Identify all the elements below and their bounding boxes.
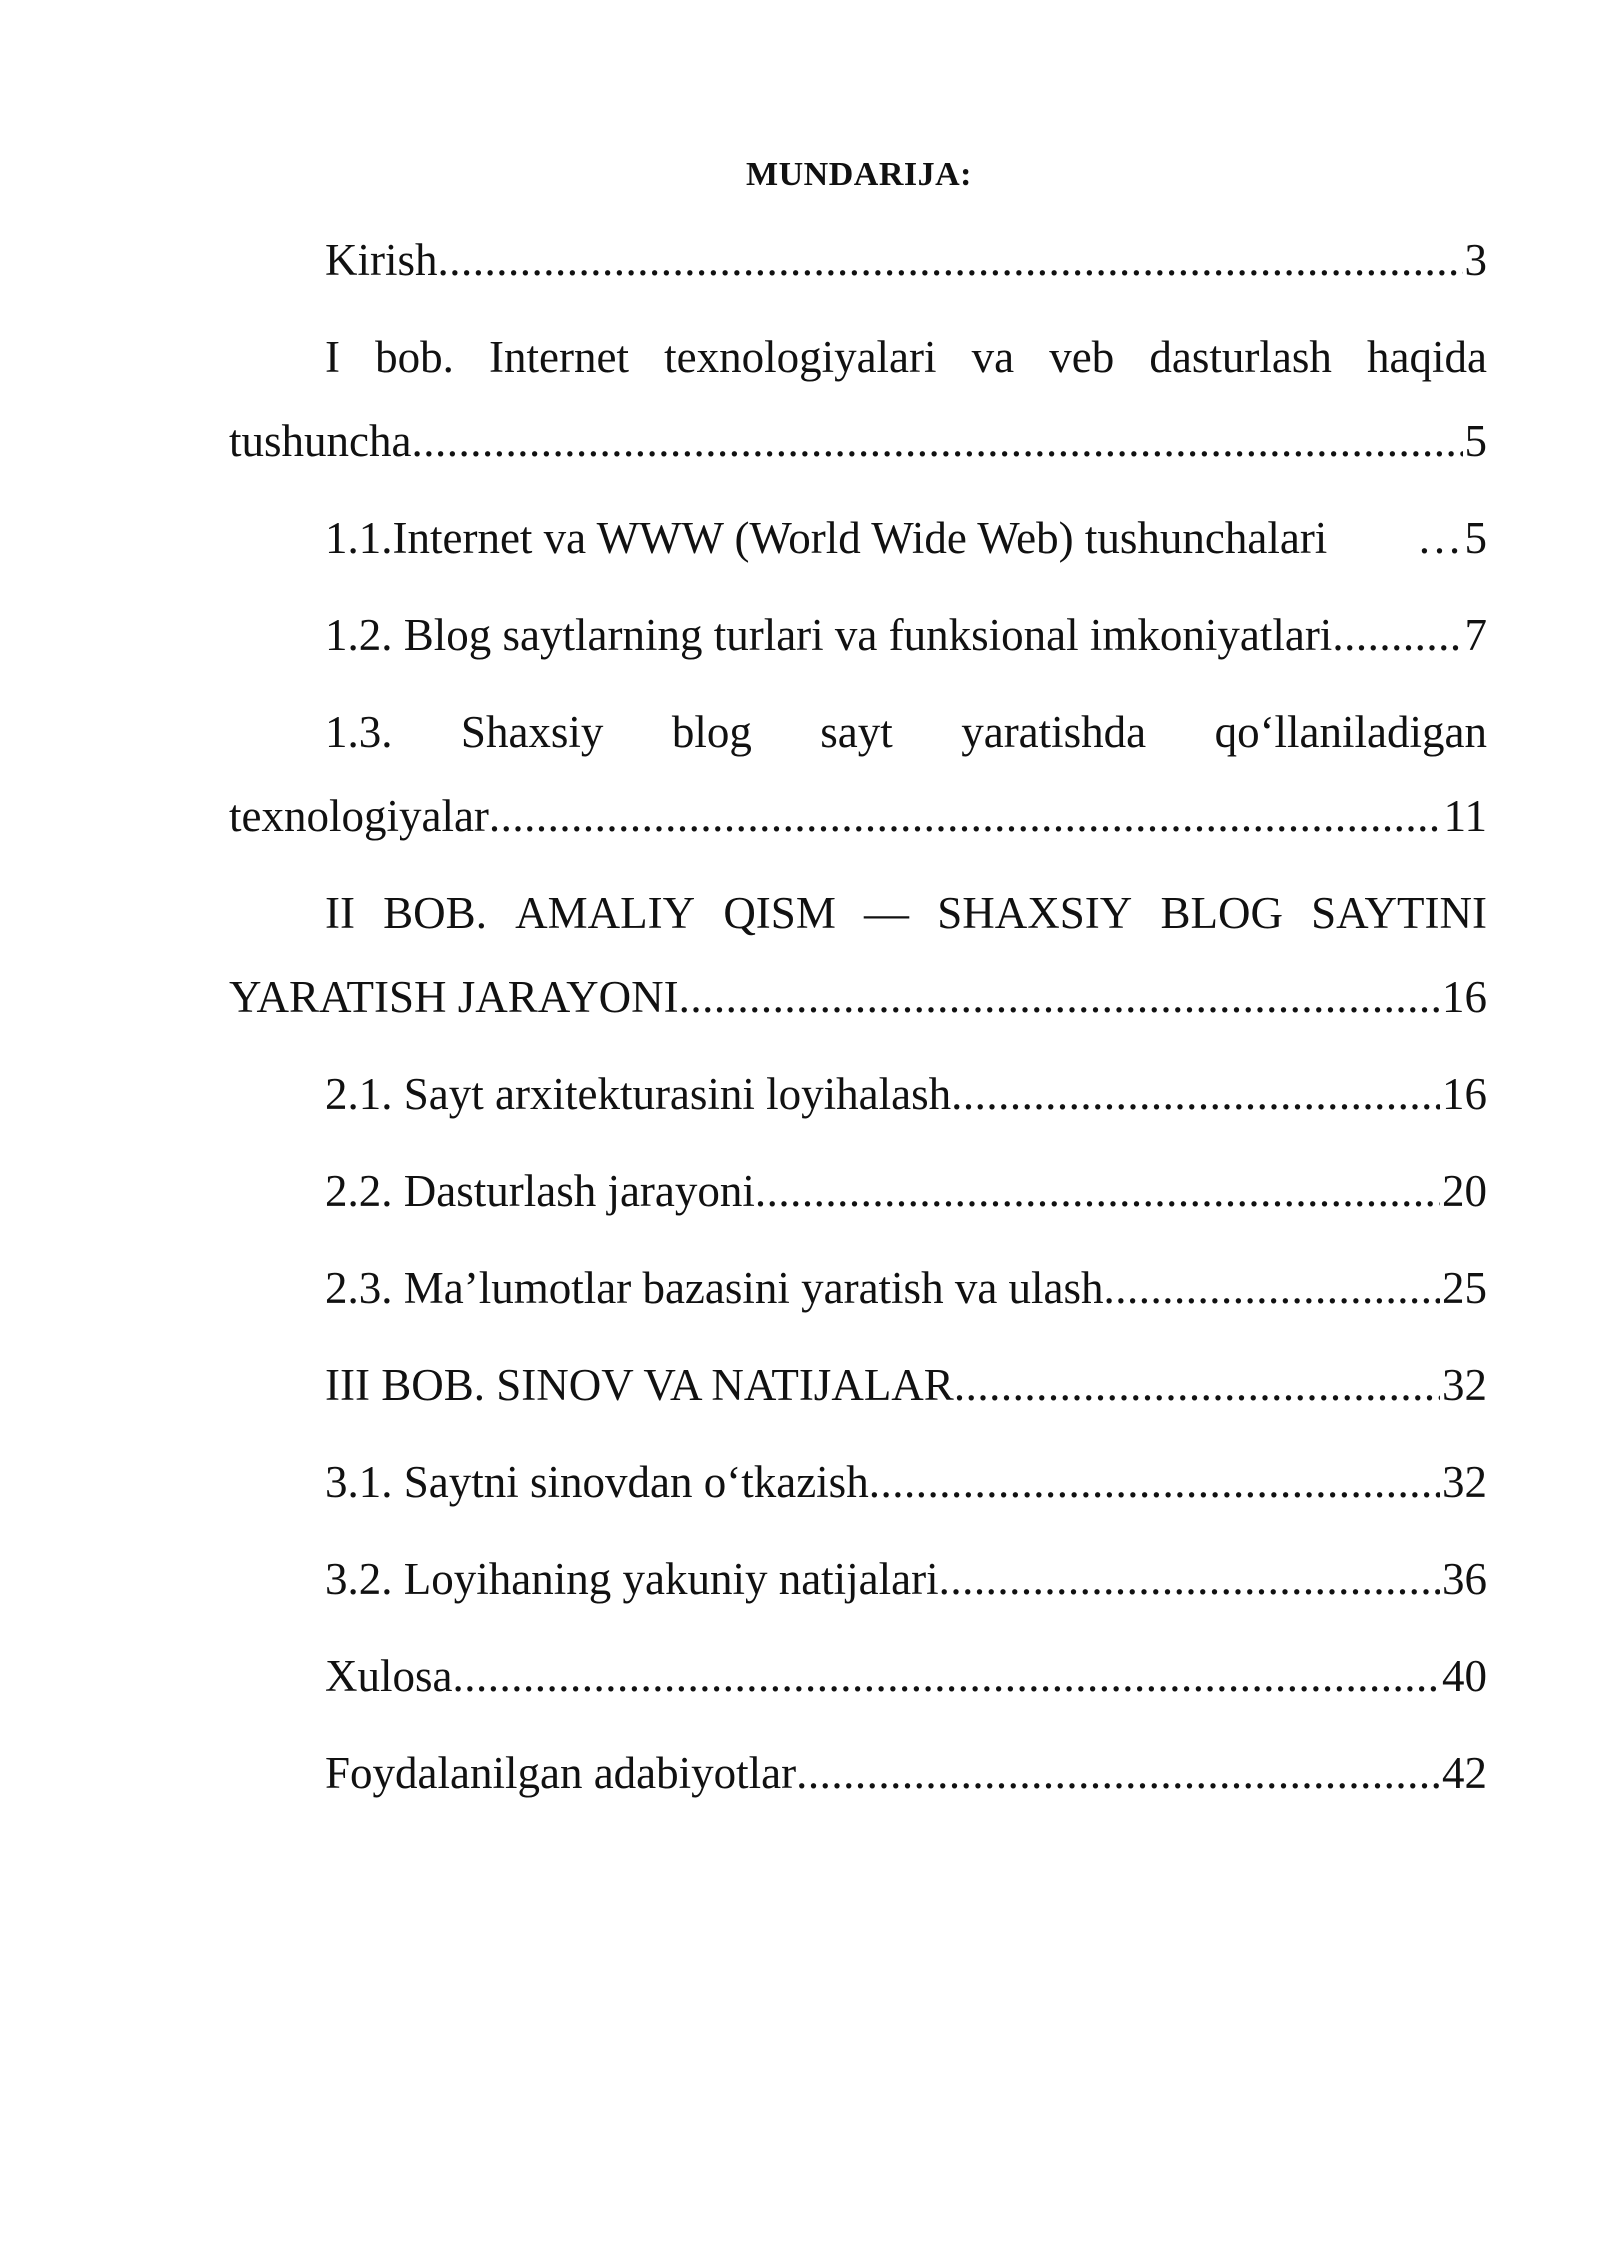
toc-entry-title-line1 (229, 690, 1487, 774)
dot-leader (1332, 593, 1462, 677)
toc-entry (229, 690, 1487, 858)
toc-entry-page: 7 (1464, 610, 1487, 660)
dot-leader (679, 955, 1440, 1039)
toc-entry-page: 40 (1442, 1651, 1487, 1701)
toc-word: veb (1049, 332, 1115, 382)
toc-entry-page: 11 (1443, 791, 1487, 841)
toc-entry-page: 3 (1464, 235, 1487, 285)
toc-entry-page: 20 (1442, 1166, 1487, 1216)
toc-word: haqida (1367, 332, 1487, 382)
toc-word: blog (671, 707, 752, 757)
toc-entry (229, 1634, 1487, 1718)
toc-entry (229, 1440, 1487, 1524)
dot-leader (951, 1052, 1440, 1136)
toc-title: MUNDARIJA: (746, 156, 972, 193)
toc-entry-title: 1.1.Internet va WWW (World Wide Web) tushunchalari (325, 513, 1328, 563)
toc-entry-page: 36 (1442, 1554, 1487, 1604)
toc-entry (229, 496, 1487, 580)
toc-entry-title: 2.1. Sayt arxitekturasini loyihalash (325, 1069, 952, 1119)
toc-entry-title: 1.2. Blog saytlarning turlari va funksional imkoniyatlari (325, 610, 1333, 660)
dot-leader (489, 774, 1442, 858)
toc-entry-page: 25 (1442, 1263, 1487, 1313)
toc-word: yaratishda (961, 707, 1147, 757)
toc-entry (229, 593, 1487, 677)
toc-entry (229, 871, 1487, 1039)
toc-entry-title: III BOB. SINOV VA NATIJALAR (325, 1360, 954, 1410)
dot-leader (939, 1537, 1440, 1621)
toc-entry-page: 42 (1442, 1748, 1487, 1798)
toc-entry-title: 2.3. Ma’lumotlar bazasini yaratish va ulash (325, 1263, 1104, 1313)
toc-word: sayt (820, 707, 893, 757)
toc-entry (229, 218, 1487, 302)
toc-word: I (325, 332, 340, 382)
toc-word: AMALIY (515, 888, 696, 938)
toc-entry-page: 16 (1442, 972, 1487, 1022)
toc-word: Shaxsiy (460, 707, 604, 757)
dot-leader (1104, 1246, 1440, 1330)
toc-word: BLOG (1160, 888, 1283, 938)
toc-entry-title: Xulosa (325, 1651, 453, 1701)
toc-entry (229, 1343, 1487, 1427)
dot-leader (453, 1634, 1441, 1718)
toc-entry-title: 3.1. Saytni sinovdan o‘tkazish (325, 1457, 869, 1507)
toc-entry-page: 32 (1442, 1360, 1487, 1410)
toc-entry (229, 1731, 1487, 1815)
toc-word: Internet (489, 332, 629, 382)
dot-leader (438, 218, 1463, 302)
toc-entry-title: 3.2. Loyihaning yakuniy natijalari (325, 1554, 939, 1604)
toc-entry (229, 1537, 1487, 1621)
toc-word: SHAXSIY (937, 888, 1133, 938)
dot-leader (869, 1440, 1440, 1524)
toc-entry (229, 315, 1487, 483)
toc-entry-title: 2.2. Dasturlash jarayoni (325, 1166, 755, 1216)
toc-word: bob. (375, 332, 454, 382)
toc-word: va (971, 332, 1015, 382)
toc-entry-page: 32 (1442, 1457, 1487, 1507)
toc-entry (229, 1149, 1487, 1233)
toc-entry-title-line1 (229, 871, 1487, 955)
toc-entry-title: YARATISH JARAYONI (229, 972, 679, 1022)
toc-entry (229, 1246, 1487, 1330)
toc-word: 1.3. (325, 707, 393, 757)
toc-entry-title: Foydalanilgan adabiyotlar (325, 1748, 797, 1798)
toc-word: — (864, 888, 910, 938)
dot-leader (954, 1343, 1440, 1427)
dot-leader (796, 1731, 1440, 1815)
toc-word: II (325, 888, 355, 938)
ellipsis-leader (1327, 496, 1462, 580)
toc-entry-title: Kirish (325, 235, 438, 285)
toc-word: dasturlash (1149, 332, 1332, 382)
toc-entry-page: 16 (1442, 1069, 1487, 1119)
table-of-contents (229, 218, 1487, 1828)
toc-word: QISM (723, 888, 836, 938)
toc-word: BOB. (383, 888, 487, 938)
toc-word: qo‘llaniladigan (1214, 707, 1487, 757)
toc-word: SAYTINI (1311, 888, 1487, 938)
toc-entry (229, 1052, 1487, 1136)
toc-entry-title: texnologiyalar (229, 791, 489, 841)
toc-entry-page: 5 (1464, 513, 1487, 563)
toc-entry-page: 5 (1464, 416, 1487, 466)
toc-entry-title: tushuncha (229, 416, 412, 466)
toc-entry-title-line1 (229, 315, 1487, 399)
dot-leader (755, 1149, 1440, 1233)
toc-word: texnologiyalari (664, 332, 937, 382)
dot-leader (411, 399, 1462, 483)
